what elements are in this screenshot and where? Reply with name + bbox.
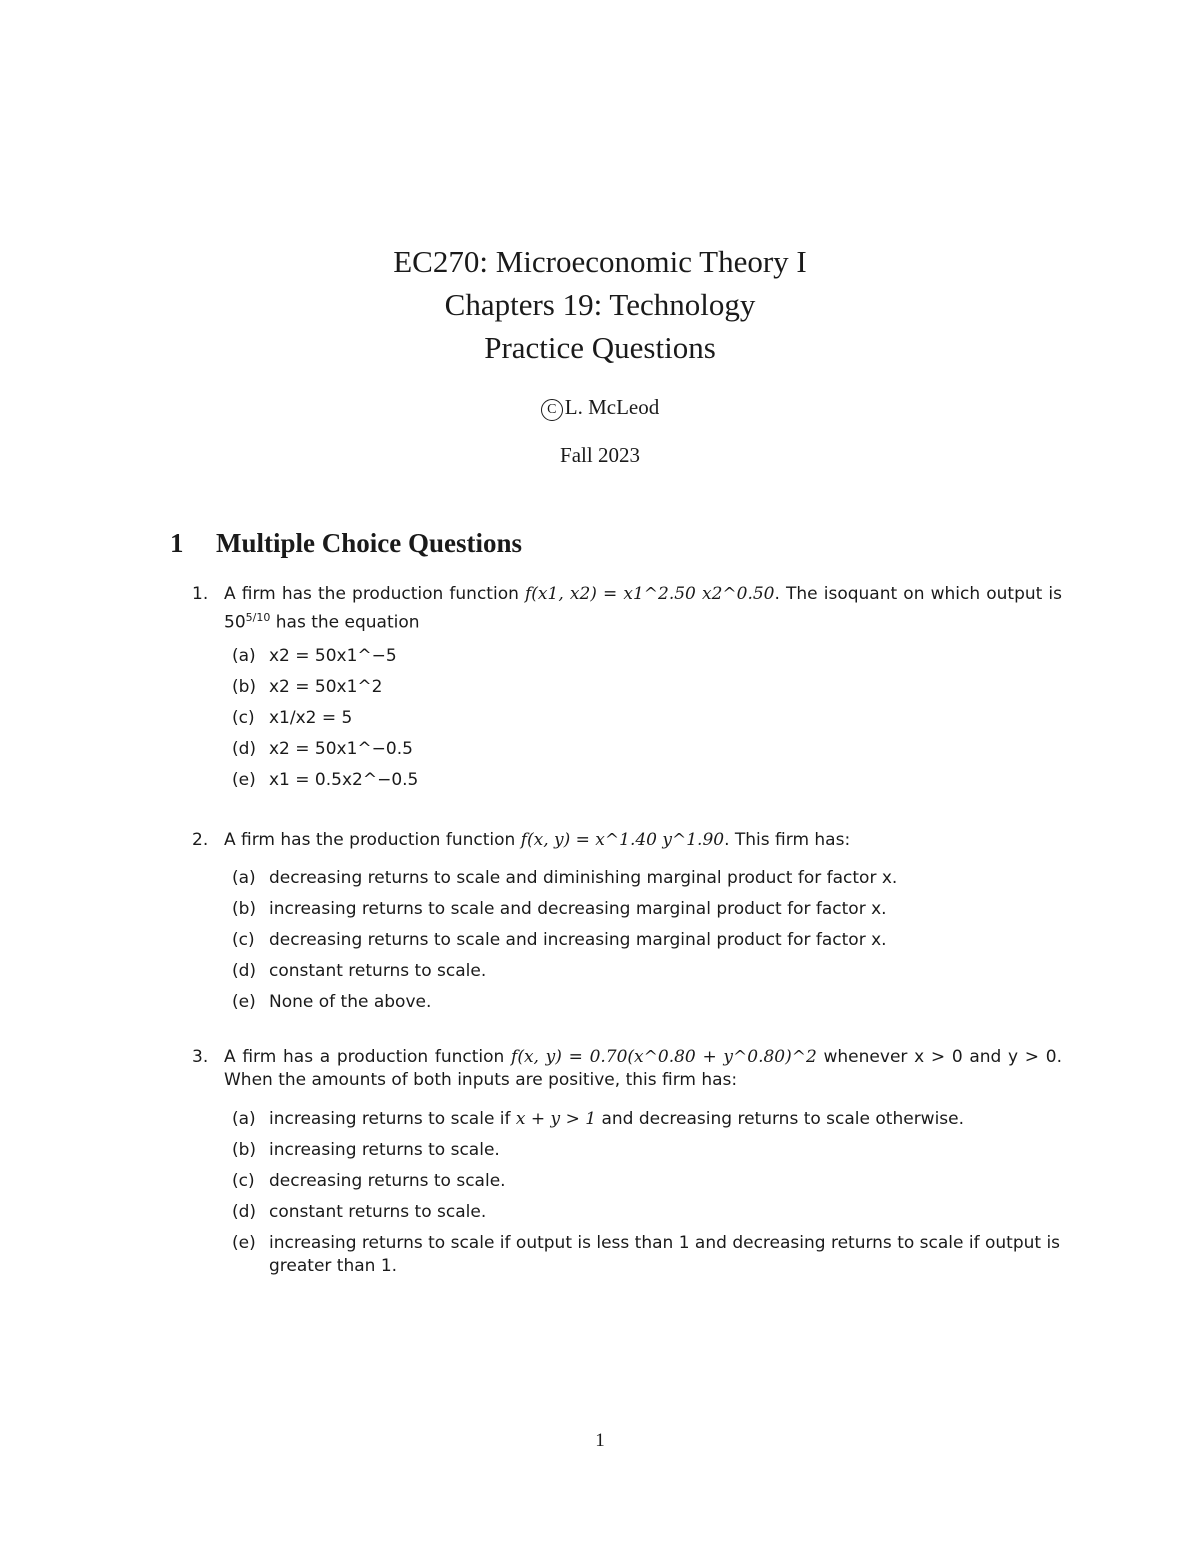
- option-math: x + y > 1: [515, 1109, 597, 1129]
- option-text: increasing returns to scale if output is less than 1 and decreasing returns to scale if output is greater than 1.: [269, 1233, 1061, 1276]
- option-3a[interactable]: [232, 1108, 1062, 1139]
- option-label: (e): [232, 770, 256, 790]
- option-3c[interactable]: [232, 1170, 1062, 1201]
- question-number: 2.: [192, 830, 209, 850]
- option-label: (a): [232, 646, 256, 666]
- option-3e[interactable]: [232, 1232, 1062, 1278]
- stem-math-text: f(x, y) = x^1.40 y^1.90: [520, 830, 725, 850]
- question-2: [192, 829, 1062, 852]
- term: Fall 2023: [560, 443, 640, 467]
- option-label: (d): [232, 961, 257, 981]
- option-3d[interactable]: [232, 1201, 1062, 1232]
- option-2c[interactable]: [232, 929, 1062, 960]
- option-text: None of the above.: [269, 992, 432, 1012]
- option-text: x2 = 50x1^−5: [269, 646, 397, 666]
- section-number: 1: [170, 528, 184, 558]
- course-title: EC270: Microeconomic Theory I: [393, 244, 807, 279]
- chapter-title: Chapters 19: Technology: [444, 287, 756, 322]
- question-stem: [224, 1046, 1062, 1092]
- options-q1: [232, 645, 1062, 800]
- option-label: (b): [232, 1140, 257, 1160]
- copyright-line: [0, 395, 1200, 421]
- option-text: decreasing returns to scale.: [269, 1171, 506, 1191]
- stem-text: has the equation: [270, 612, 420, 633]
- option-text: decreasing returns to scale and increasing marginal product for factor x.: [269, 930, 887, 950]
- question-number: 3.: [192, 1047, 209, 1067]
- section-title: Multiple Choice Questions: [216, 528, 523, 558]
- options-q3: [232, 1108, 1062, 1278]
- option-text-part: increasing returns to scale if: [269, 1109, 516, 1129]
- stem-text: . This firm has:: [724, 830, 851, 850]
- option-1d[interactable]: [232, 738, 1062, 769]
- author: L. McLeod: [564, 395, 660, 419]
- stem-math: [525, 584, 775, 604]
- option-label: (c): [232, 708, 255, 728]
- stem-math: [511, 1047, 817, 1067]
- option-label: (e): [232, 1233, 256, 1253]
- option-label: (a): [232, 868, 256, 888]
- stem-exponent: 5/10: [245, 611, 271, 624]
- option-text: [269, 1108, 1062, 1131]
- option-text: x2 = 50x1^−0.5: [269, 739, 413, 759]
- stem-text: whenever x > 0 and y > 0. When the amounts of both inputs are positive, this firm has:: [224, 1047, 1062, 1090]
- option-text: x1 = 0.5x2^−0.5: [269, 770, 419, 790]
- option-2e[interactable]: [232, 991, 1062, 1022]
- option-text-part: and decreasing returns to scale otherwise.: [596, 1109, 965, 1129]
- copyright-icon: C: [541, 399, 563, 421]
- option-text: increasing returns to scale and decreasing marginal product for factor x.: [269, 899, 887, 919]
- question-number: 1.: [192, 584, 209, 604]
- title-block: [0, 240, 1200, 468]
- option-2d[interactable]: [232, 960, 1062, 991]
- option-label: (e): [232, 992, 256, 1012]
- option-2b[interactable]: [232, 898, 1062, 929]
- option-text: x1/x2 = 5: [269, 708, 353, 728]
- option-1e[interactable]: [232, 769, 1062, 800]
- option-label: (d): [232, 1202, 257, 1222]
- option-text: constant returns to scale.: [269, 1202, 487, 1222]
- option-label: (a): [232, 1109, 256, 1129]
- stem-text: A firm has a production function: [224, 1047, 512, 1067]
- stem-math: [521, 830, 724, 850]
- option-label: (b): [232, 677, 257, 697]
- option-text: decreasing returns to scale and diminishing marginal product for factor x.: [269, 868, 898, 888]
- option-3b[interactable]: [232, 1139, 1062, 1170]
- stem-text: . The isoquant on which output is 50: [224, 584, 1063, 633]
- option-1a[interactable]: [232, 645, 1062, 676]
- option-label: (d): [232, 739, 257, 759]
- option-text: increasing returns to scale.: [269, 1140, 500, 1160]
- stem-text: A firm has the production function: [224, 830, 521, 850]
- option-text: x2 = 50x1^2: [269, 677, 383, 697]
- stem-text: A firm has the production function: [224, 584, 525, 604]
- options-q2: [232, 867, 1062, 1022]
- option-label: (c): [232, 1171, 255, 1191]
- question-stem: [224, 583, 1062, 635]
- option-1c[interactable]: [232, 707, 1062, 738]
- option-text: constant returns to scale.: [269, 961, 487, 981]
- option-1b[interactable]: [232, 676, 1062, 707]
- option-label: (c): [232, 930, 255, 950]
- stem-math-text: f(x1, x2) = x1^2.50 x2^0.50: [525, 584, 775, 604]
- section-heading: [170, 528, 522, 559]
- stem-math-text: f(x, y) = 0.70(x^0.80 + y^0.80)^2: [511, 1047, 817, 1067]
- question-stem: [224, 829, 1062, 852]
- option-label: (b): [232, 899, 257, 919]
- option-2a[interactable]: [232, 867, 1062, 898]
- page-number: 1: [595, 1430, 605, 1451]
- question-3: [192, 1046, 1062, 1092]
- subtitle: Practice Questions: [484, 330, 716, 365]
- question-1: [192, 583, 1062, 635]
